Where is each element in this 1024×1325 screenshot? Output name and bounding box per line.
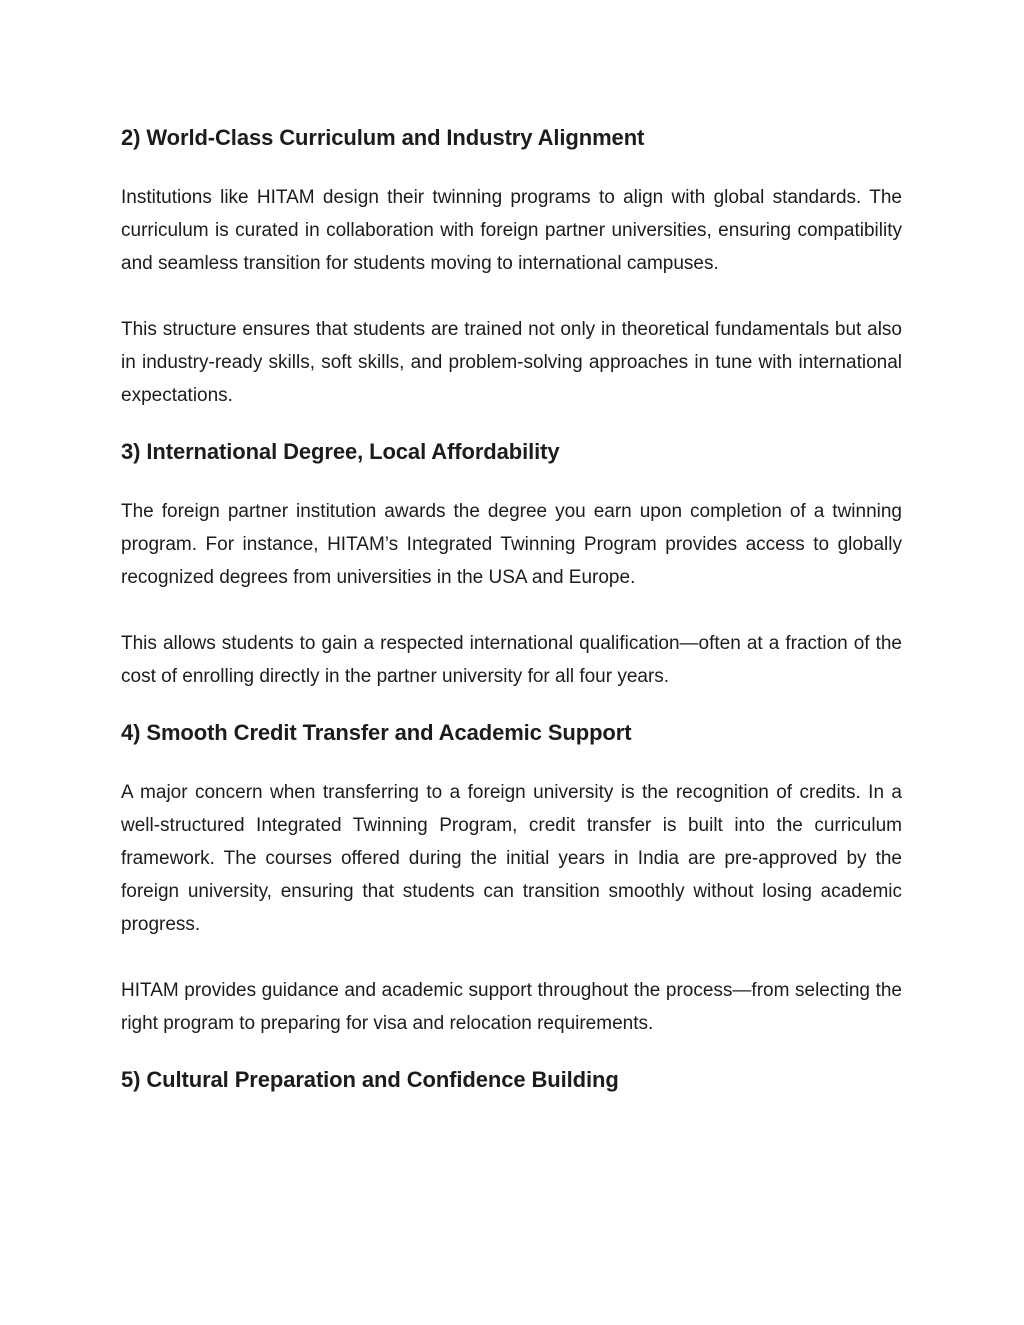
paragraph: This allows students to gain a respected international qualification—often at a fraction of the cost of enrolling directly in the partner university for all four years.	[121, 633, 902, 687]
section-heading-degree: 3) International Degree, Local Affordability	[121, 439, 560, 464]
section-heading-curriculum: 2) World-Class Curriculum and Industry Alignment	[121, 125, 645, 150]
paragraph: HITAM provides guidance and academic support throughout the process—from selecting the right program to preparing for visa and relocation requirements.	[121, 980, 902, 1034]
paragraph: A major concern when transferring to a foreign university is the recognition of credits. In a well-structured Integrated Twinning Program, credit transfer is built into the curriculum framework. The courses offered during the initial years in India are pre-approved by the foreign university, ensuring that students can transition smoothly without losing academic progress.	[121, 782, 902, 935]
section-heading-credit-transfer: 4) Smooth Credit Transfer and Academic Support	[121, 720, 632, 745]
paragraph: Institutions like HITAM design their twinning programs to align with global standards. The curriculum is curated in collaboration with foreign partner universities, ensuring compatibility and seamless transition for students moving to international campuses.	[121, 187, 902, 274]
paragraph: This structure ensures that students are trained not only in theoretical fundamentals but also in industry-ready skills, soft skills, and problem-solving approaches in tune with international expectations.	[121, 319, 902, 406]
document-page	[121, 118, 902, 1100]
section-heading-cultural-preparation: 5) Cultural Preparation and Confidence Building	[121, 1067, 619, 1092]
paragraph: The foreign partner institution awards the degree you earn upon completion of a twinning program. For instance, HITAM’s Integrated Twinning Program provides access to globally recognized degrees from universities in the USA and Europe.	[121, 501, 902, 588]
